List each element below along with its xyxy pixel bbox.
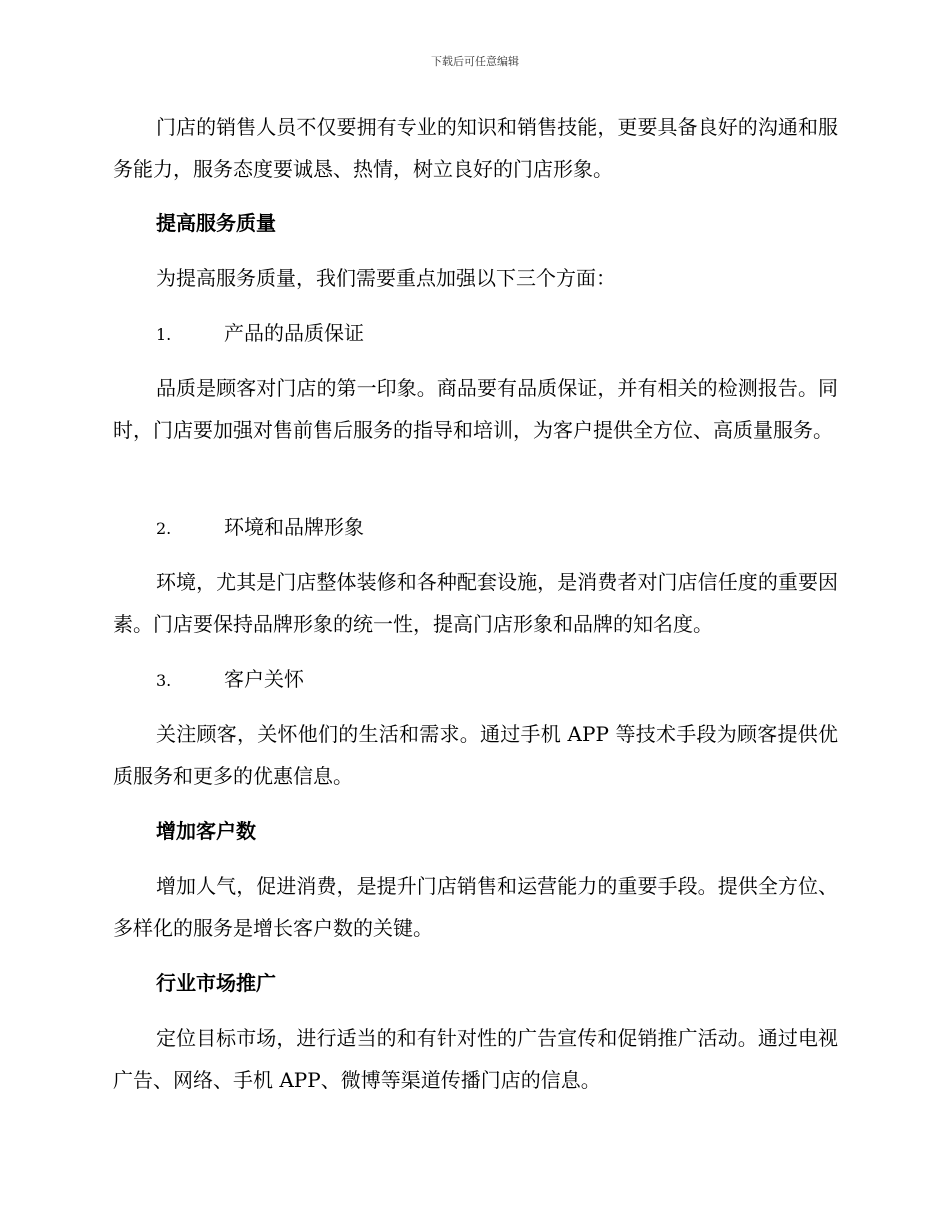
list-item-3 (156, 658, 881, 702)
list-item-title: 产品的品质保证 (224, 321, 364, 345)
list-item-title: 环境和品牌形象 (224, 515, 364, 539)
list-item-title: 客户关怀 (224, 667, 304, 691)
paragraph-increase-customers: 增加人气，促进消费，是提升门店销售和运营能力的重要手段。提供全方位、多样化的服务是增长客户数的关键。 (113, 874, 838, 940)
heading-increase-customers: 增加客户数 (156, 819, 256, 843)
list-item-2 (156, 506, 881, 550)
page-header: 下载后可任意编辑 (431, 55, 519, 68)
paragraph-customer-care: 关注顾客，关怀他们的生活和需求。通过手机 APP 等技术手段为顾客提供优质服务和更多的优惠信息。 (113, 722, 838, 788)
paragraph-sales-staff: 门店的销售人员不仅要拥有专业的知识和销售技能，更要具备良好的沟通和服务能力，服务态度要诚恳、热情，树立良好的门店形象。 (113, 115, 838, 181)
paragraph-quality: 品质是顾客对门店的第一印象。商品要有品质保证，并有相关的检测报告。同时，门店要加强对售前售后服务的指导和培训，为客户提供全方位、高质量服务。 (113, 376, 838, 442)
list-item-1 (156, 312, 881, 356)
list-number: 1. (156, 325, 172, 344)
list-number: 3. (156, 671, 172, 690)
heading-market-promotion: 行业市场推广 (156, 971, 276, 995)
paragraph-market-promotion: 定位目标市场，进行适当的和有针对性的广告宣传和促销推广活动。通过电视广告、网络、手机 APP、微博等渠道传播门店的信息。 (113, 1026, 838, 1092)
paragraph-environment: 环境，尤其是门店整体装修和各种配套设施，是消费者对门店信任度的重要因素。门店要保持品牌形象的统一性，提高门店形象和品牌的知名度。 (113, 570, 838, 636)
heading-improve-service-quality: 提高服务质量 (156, 211, 276, 235)
list-number: 2. (156, 519, 172, 538)
paragraph-three-aspects: 为提高服务质量，我们需要重点加强以下三个方面： (156, 266, 616, 290)
